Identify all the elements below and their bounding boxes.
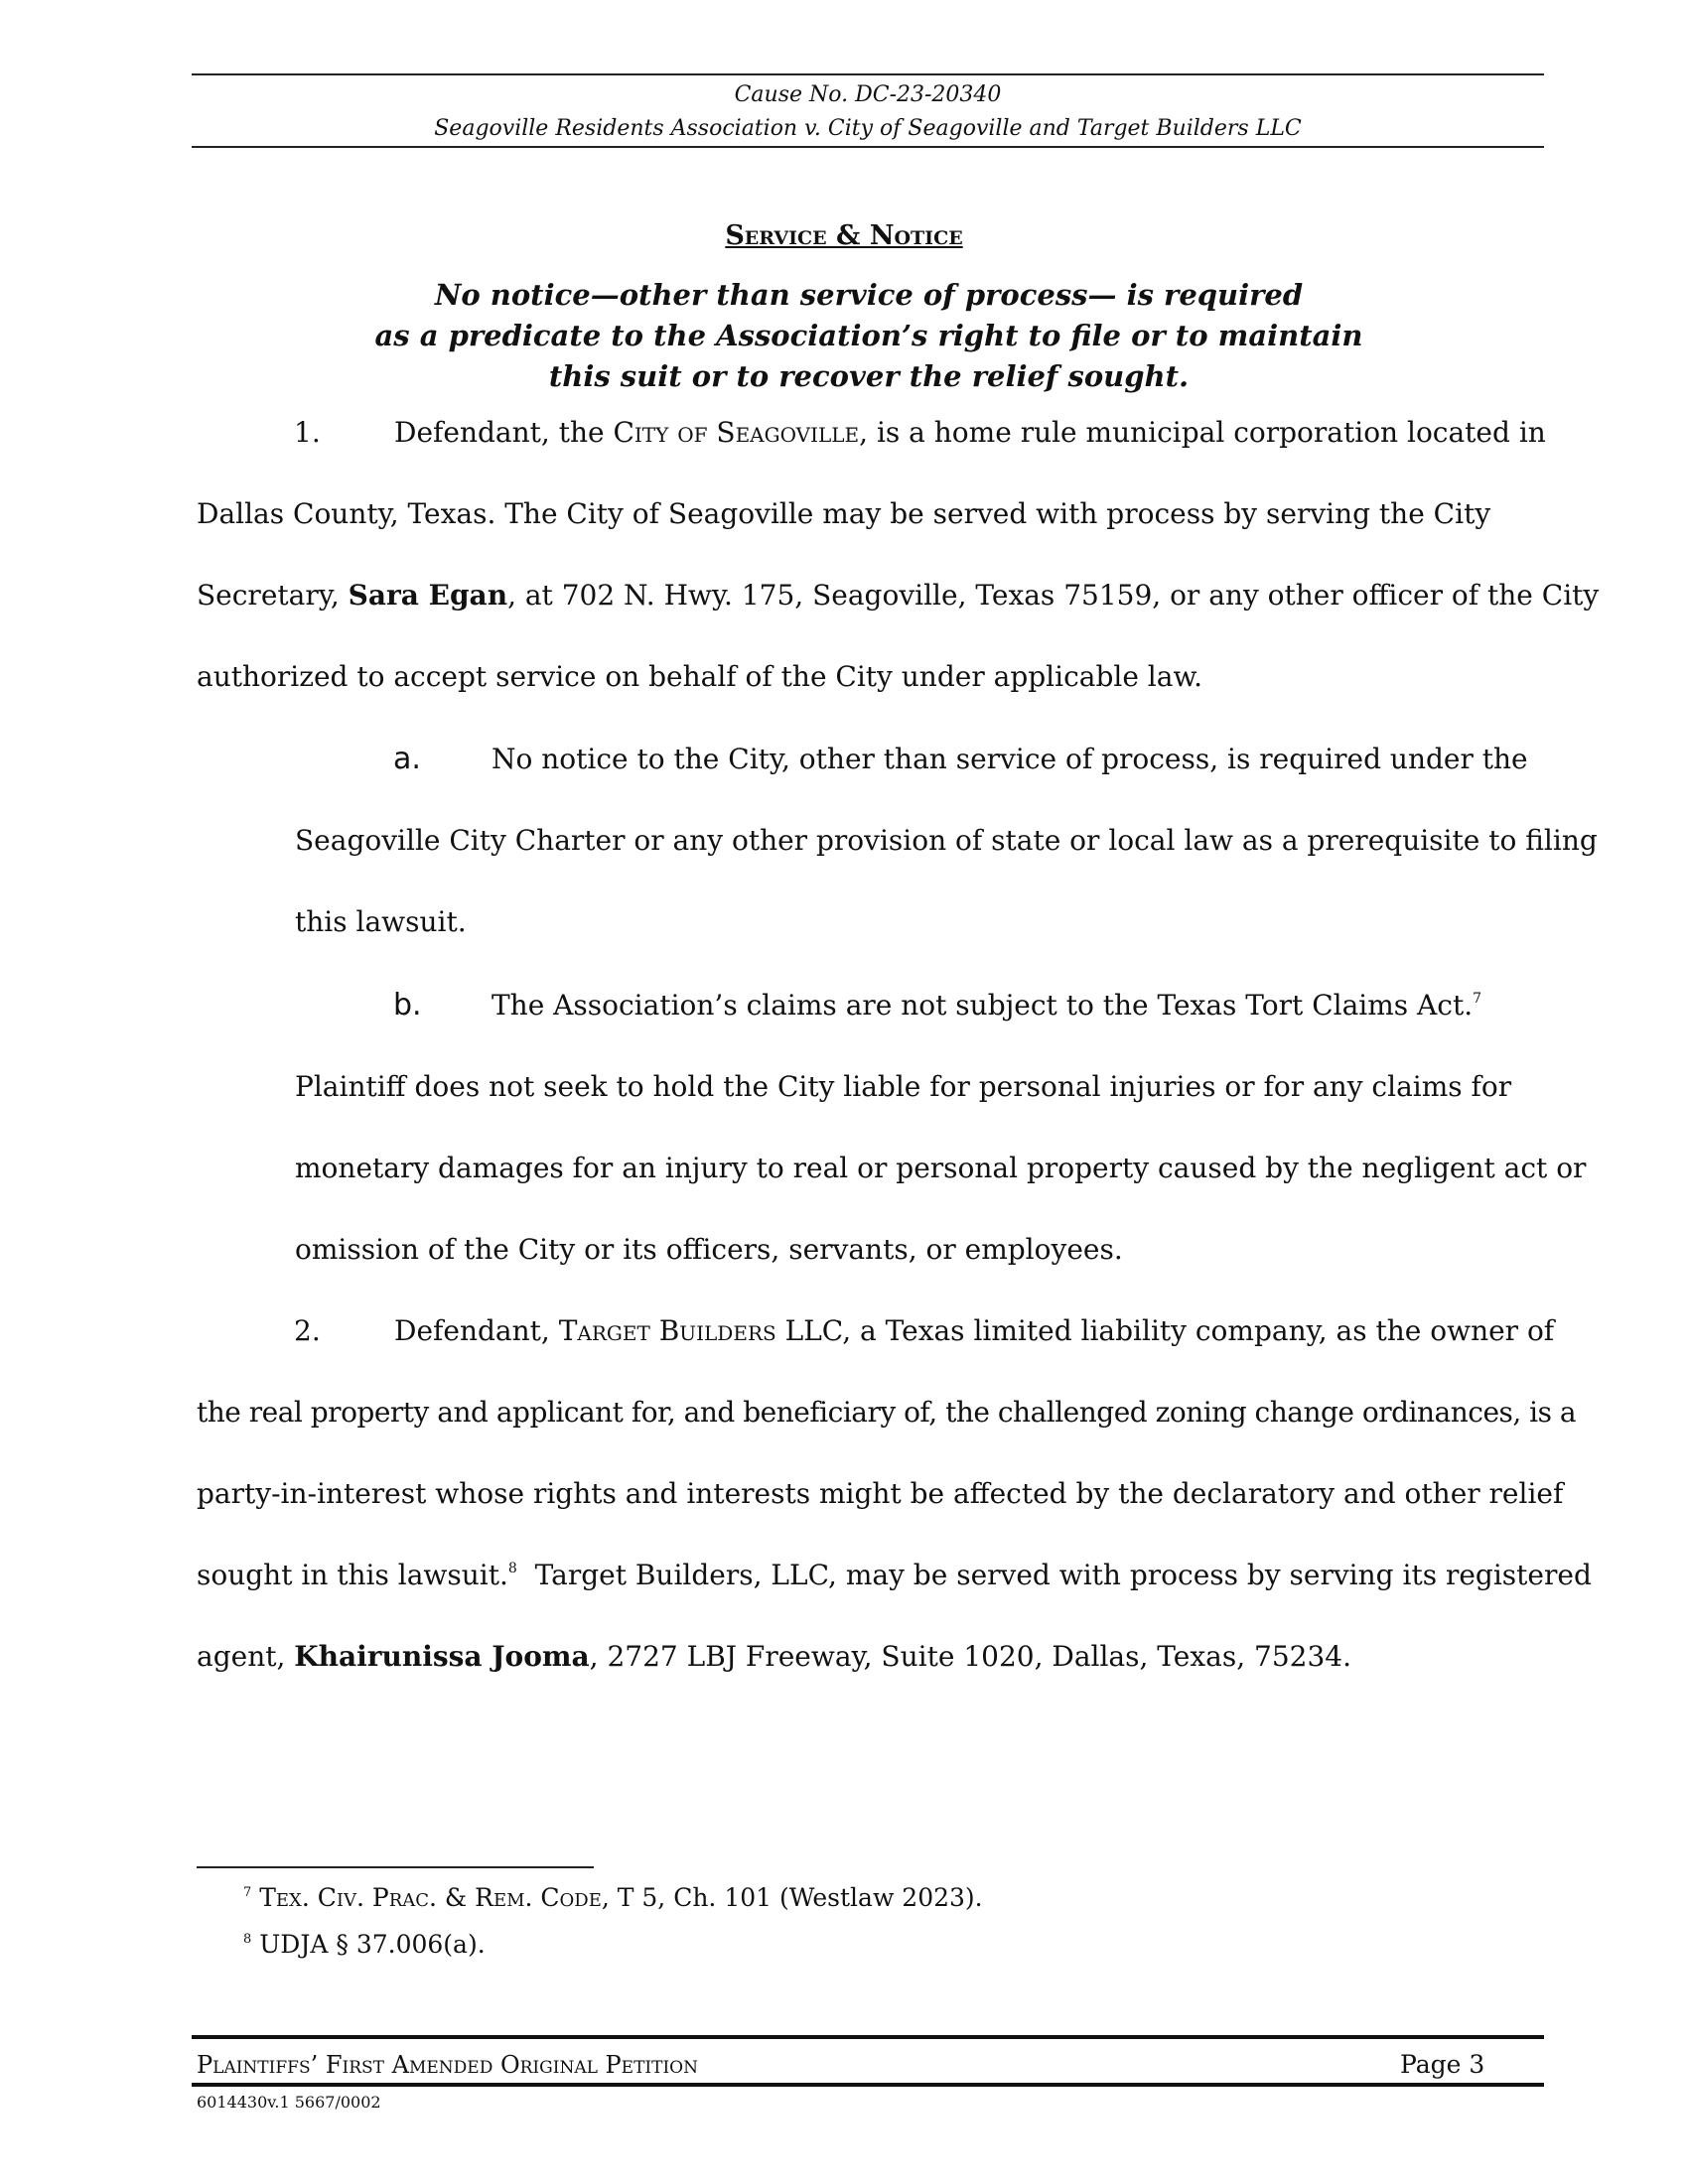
paragraph-2-line: agent, Khairunissa Jooma, 2727 LBJ Freeway, Suite 1020, Dallas, Texas, 75234. <box>197 1640 1351 1673</box>
footnote-reference: 7 <box>1473 991 1482 1007</box>
person-name: Sara Egan <box>348 579 508 612</box>
subparagraph-b-line: Plaintiff does not seek to hold the City liable for personal injuries or for any claims for <box>295 1070 1512 1103</box>
document-id: 6014430v.1 5667/0002 <box>197 2093 381 2112</box>
case-caption: Seagoville Residents Association v. City of Seagoville and Target Builders LLC <box>434 116 1302 141</box>
subparagraph-letter: a. <box>393 742 421 776</box>
paragraph-1-line: Dallas County, Texas. The City of Seagoville may be served with process by serving the City <box>197 497 1491 530</box>
footnote: $^8$ UDJA § 37.006(a). <box>243 1930 486 1959</box>
paragraph-1-line: Secretary, Sara Egan, at 702 N. Hwy. 175, Seagoville, Texas 75159, or any other officer of the City <box>197 579 1600 612</box>
subparagraph-b-line: monetary damages for an injury to real or personal property caused by the negligent act or <box>295 1152 1587 1184</box>
footnote-separator <box>197 1866 594 1868</box>
section-subhead-line: as a predicate to the Association’s right to file or to maintain <box>374 319 1363 352</box>
paragraph-1-line: authorized to accept service on behalf of the City under applicable law. <box>197 660 1202 693</box>
footnote: $^7$ Tex. Civ. Prac. & Rem. Code, T 5, Ch. 101 (Westlaw 2023). <box>243 1883 983 1912</box>
paragraph-2-line: Defendant, Target Builders LLC, a Texas limited liability company, as the owner of <box>394 1314 1555 1347</box>
paragraph-1-line: Defendant, the City of Seagoville, is a home rule municipal corporation located in <box>394 416 1546 449</box>
header-bottom-rule <box>192 146 1544 148</box>
subparagraph-b-line: omission of the City or its officers, servants, or employees. <box>295 1233 1123 1266</box>
paragraph-2-line: sought in this lawsuit.$^8$ Target Builders, LLC, may be served with process by serving its registered <box>197 1559 1592 1591</box>
section-subhead-line: No notice—other than service of process— is required <box>434 278 1304 312</box>
footnote-reference: 8 <box>507 1561 517 1576</box>
subparagraph-b-line: The Association’s claims are not subject to the Texas Tort Claims Act.$^7$ <box>492 989 1482 1022</box>
party-name: City of Seagoville <box>613 416 860 449</box>
subparagraph-a-line: Seagoville City Charter or any other provision of state or local law as a prerequisite to filing <box>295 824 1598 857</box>
footer-bottom-rule <box>192 2083 1544 2087</box>
paragraph-2-line: party-in-interest whose rights and interests might be affected by the declaratory and other relief <box>197 1477 1564 1510</box>
paragraph-2-line: the real property and applicant for, and beneficiary of, the challenged zoning change ordinances, is a <box>197 1396 1577 1429</box>
header-top-rule <box>192 73 1544 75</box>
cause-number: Cause No. DC-23-20340 <box>734 82 1002 107</box>
subparagraph-a-line: this lawsuit. <box>295 905 467 938</box>
paragraph-number: 2. <box>294 1314 321 1347</box>
footer-top-rule <box>192 2035 1544 2039</box>
paragraph-number: 1. <box>294 416 321 449</box>
subparagraph-a-line: No notice to the City, other than service of process, is required under the <box>492 743 1528 775</box>
party-name: Target Builders <box>558 1314 776 1347</box>
person-name: Khairunissa Jooma <box>294 1640 590 1673</box>
footer-document-title: Plaintiffs’ First Amended Original Petition <box>197 2051 698 2079</box>
section-subhead-line: this suit or to recover the relief sought. <box>548 359 1190 393</box>
subparagraph-letter: b. <box>393 988 422 1023</box>
section-title: Service & Notice <box>725 220 963 251</box>
page-number: Page 3 <box>1400 2050 1485 2079</box>
